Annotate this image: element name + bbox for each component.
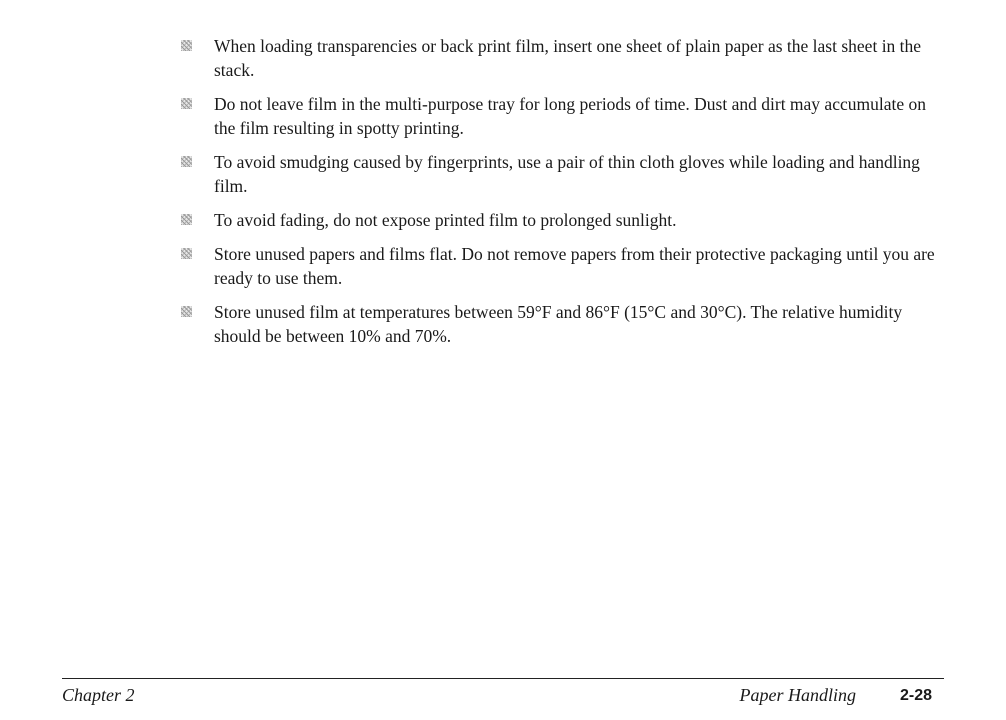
page-number: 2-28	[899, 687, 932, 704]
footer-rule	[62, 678, 944, 679]
bullet-list	[178, 34, 948, 358]
bullet-text: Do not leave film in the multi-purpose tray for long periods of time. Dust and dirt may accumulate on the film resulting in spotty printing.	[214, 94, 926, 138]
bullet-text: To avoid smudging caused by fingerprints, use a pair of thin cloth gloves while loading and handling film.	[214, 152, 920, 196]
bullet-text: When loading transparencies or back print film, insert one sheet of plain paper as the last sheet in the stack.	[214, 36, 922, 80]
bullet-item	[178, 92, 948, 140]
dotted-square-icon	[181, 306, 192, 317]
bullet-item	[178, 150, 948, 198]
bullet-text: To avoid fading, do not expose printed film to prolonged sunlight.	[214, 210, 677, 230]
dotted-square-icon	[181, 40, 192, 51]
footer-chapter: Chapter 2	[62, 685, 135, 705]
dotted-square-icon	[181, 156, 192, 167]
bullet-item	[178, 300, 948, 348]
dotted-square-icon	[181, 98, 192, 109]
bullet-text: Store unused papers and films flat. Do not remove papers from their protective packaging until you are ready to use them.	[214, 244, 935, 288]
bullet-item	[178, 208, 948, 232]
dotted-square-icon	[181, 248, 192, 259]
bullet-item	[178, 242, 948, 290]
bullet-text: Store unused film at temperatures between 59°F and 86°F (15°C and 30°C). The relative humidity should be between 10% and 70%.	[214, 302, 903, 346]
bullet-item	[178, 34, 948, 82]
dotted-square-icon	[181, 214, 192, 225]
footer-section-title: Paper Handling	[739, 685, 856, 705]
